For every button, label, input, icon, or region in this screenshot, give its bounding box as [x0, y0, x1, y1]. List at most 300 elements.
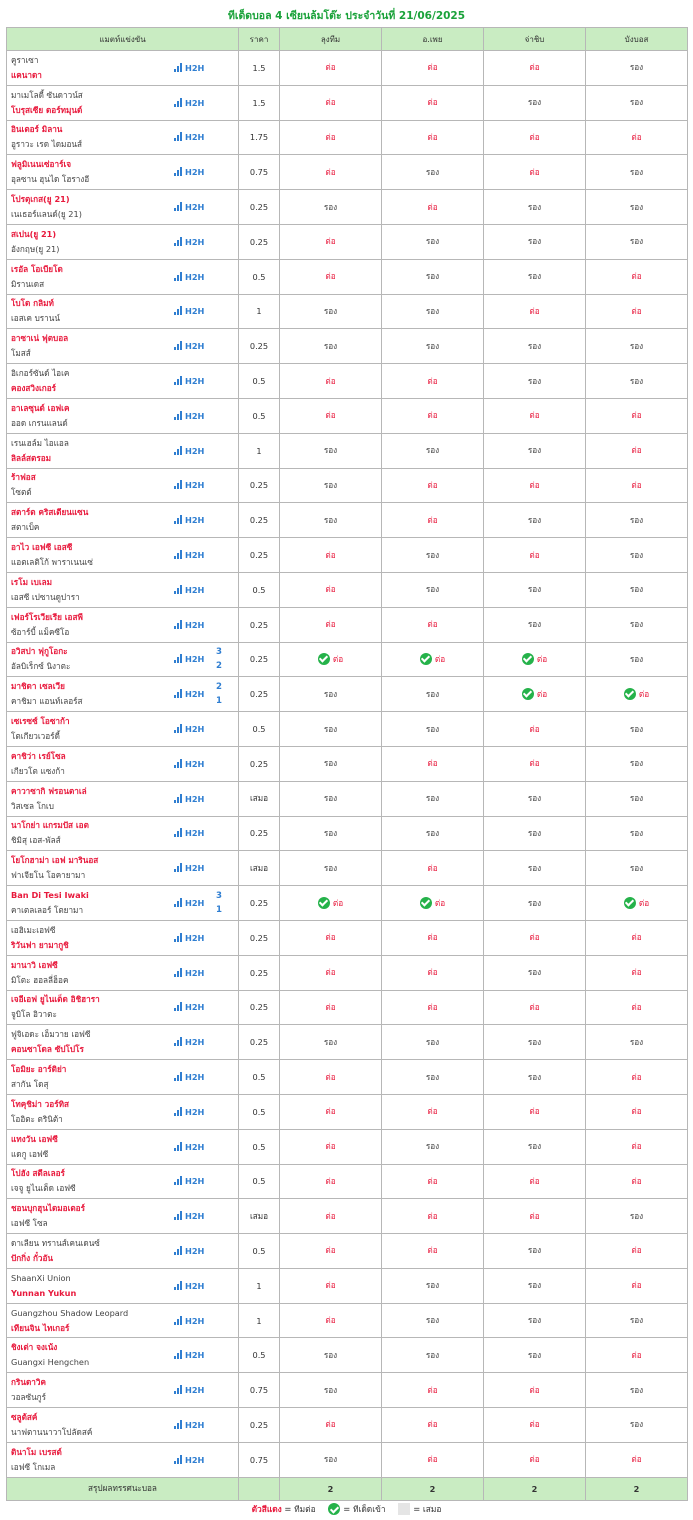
- bar-chart-icon: [174, 620, 183, 629]
- match-row: [7, 329, 688, 364]
- pick-text: รอง: [425, 236, 440, 247]
- pick-text: รอง: [323, 1384, 338, 1395]
- pick-text: รอง: [629, 375, 644, 386]
- check-icon: [624, 688, 636, 700]
- h2h-label: H2H: [185, 271, 205, 282]
- away-team: เอฟซี โซล: [11, 1218, 48, 1229]
- odds-cell: 0.25: [239, 955, 280, 990]
- pick-cell-tipster-4: [586, 433, 688, 468]
- pick-text: ต่อ: [631, 131, 642, 142]
- match-cell: [7, 1442, 239, 1477]
- odds-cell: เสมอ: [239, 1199, 280, 1234]
- pick-text: รอง: [527, 793, 542, 804]
- h2h-link[interactable]: [174, 828, 204, 838]
- legend-draw-swatch: [398, 1503, 410, 1515]
- check-icon: [318, 653, 330, 665]
- away-team: ชิมิสุ เอส-พัลส์: [11, 835, 61, 846]
- pick-text: ต่อ: [325, 549, 336, 560]
- pick-text: รอง: [425, 271, 440, 282]
- h2h-label: H2H: [185, 236, 205, 247]
- pick-cell-tipster-3: [484, 85, 586, 120]
- h2h-link[interactable]: [174, 411, 204, 421]
- h2h-link[interactable]: [174, 1176, 204, 1186]
- h2h-link[interactable]: [174, 654, 204, 664]
- pick-cell-tipster-4: [586, 1338, 688, 1373]
- home-team: เซเรซซ์ โอซาก้า: [11, 716, 70, 727]
- pick-cell-tipster-2: [382, 955, 484, 990]
- match-cell: [7, 364, 239, 399]
- header-tipster-4: บังบอส: [586, 28, 688, 51]
- h2h-link[interactable]: [174, 759, 204, 769]
- match-cell: [7, 886, 239, 921]
- h2h-link[interactable]: [174, 620, 204, 630]
- match-row: [7, 155, 688, 190]
- h2h-label: H2H: [185, 1106, 205, 1117]
- h2h-label: H2H: [185, 863, 205, 874]
- pick-cell-tipster-4: [586, 468, 688, 503]
- home-team: สตาร์ต คริสเตียนแซน: [11, 507, 89, 518]
- match-row: [7, 433, 688, 468]
- h2h-label: H2H: [185, 898, 205, 909]
- h2h-link[interactable]: [174, 898, 204, 908]
- pick-text: ต่อ: [427, 514, 438, 525]
- match-row: [7, 398, 688, 433]
- pick-text: ต่อ: [427, 131, 438, 142]
- pick-text: ต่อ: [529, 1419, 540, 1430]
- match-cell: [7, 120, 239, 155]
- pick-text: ต่อ: [325, 1001, 336, 1012]
- bar-chart-icon: [174, 63, 183, 72]
- h2h-link[interactable]: [174, 689, 204, 699]
- h2h-link[interactable]: [174, 1002, 204, 1012]
- home-team: คาชิว่า เรย์โซล: [11, 750, 66, 761]
- legend-check-icon: [328, 1503, 340, 1515]
- home-team: ดาเลียน ทรานส์เคนเดนซ์: [11, 1237, 100, 1248]
- pick-text: รอง: [527, 1349, 542, 1360]
- away-team: อังกฤษ(ยู 21): [11, 243, 60, 254]
- pick-text: ต่อ: [325, 1141, 336, 1152]
- home-team: เอฮิเมะเอฟซี: [11, 924, 56, 935]
- home-team: ร้าฟอส: [11, 472, 36, 483]
- pick-cell-tipster-1: [280, 920, 382, 955]
- h2h-label: H2H: [185, 341, 205, 352]
- pick-text: ต่อ: [529, 1106, 540, 1117]
- match-cell: [7, 155, 239, 190]
- pick-cell-tipster-4: [586, 920, 688, 955]
- odds-cell: 0.25: [239, 503, 280, 538]
- odds-cell: 0.25: [239, 746, 280, 781]
- match-cell: [7, 1060, 239, 1095]
- match-cell: [7, 1025, 239, 1060]
- check-icon: [522, 688, 534, 700]
- h2h-link[interactable]: [174, 446, 204, 456]
- pick-text: รอง: [323, 758, 338, 769]
- h2h-link[interactable]: [174, 306, 204, 316]
- pick-text: ต่อ: [638, 897, 650, 908]
- home-team: เจอีเอฟ ยูไนเต็ด อิชิฮารา: [11, 994, 100, 1005]
- odds-cell: 0.5: [239, 1094, 280, 1129]
- pick-text: ต่อ: [427, 619, 438, 630]
- match-row: [7, 1442, 688, 1477]
- pick-cell-tipster-1: [280, 1129, 382, 1164]
- legend-red-label: ตัวสีแดง: [251, 1504, 282, 1514]
- h2h-link[interactable]: [174, 515, 204, 525]
- odds-cell: 0.5: [239, 259, 280, 294]
- h2h-link[interactable]: [174, 550, 204, 560]
- pick-cell-tipster-1: [280, 990, 382, 1025]
- pick-text: ต่อ: [325, 97, 336, 108]
- pick-text: รอง: [425, 1315, 440, 1326]
- pick-text: ต่อ: [325, 1245, 336, 1256]
- h2h-label: H2H: [185, 445, 205, 456]
- h2h-link[interactable]: [174, 1420, 204, 1430]
- pick-text: ต่อ: [529, 549, 540, 560]
- pick-cell-tipster-2: [382, 1060, 484, 1095]
- h2h-link[interactable]: [174, 167, 204, 177]
- pick-text: รอง: [527, 514, 542, 525]
- pick-text: ต่อ: [631, 1454, 642, 1465]
- pick-cell-tipster-4: [586, 955, 688, 990]
- pick-cell-tipster-1: [280, 1303, 382, 1338]
- bar-chart-icon: [174, 1350, 183, 1359]
- pick-cell-tipster-3: [484, 1408, 586, 1443]
- bar-chart-icon: [174, 132, 183, 141]
- pick-cell-tipster-4: [586, 677, 688, 712]
- h2h-label: H2H: [185, 1037, 205, 1048]
- pick-cell-tipster-3: [484, 224, 586, 259]
- match-cell: [7, 1164, 239, 1199]
- h2h-label: H2H: [185, 1211, 205, 1222]
- h2h-link[interactable]: [174, 1385, 204, 1395]
- pick-cell-tipster-3: [484, 155, 586, 190]
- pick-text: รอง: [629, 1036, 644, 1047]
- odds-cell: 0.25: [239, 190, 280, 225]
- match-cell: [7, 1408, 239, 1443]
- pick-cell-tipster-2: [382, 816, 484, 851]
- away-team: แดกู เอฟซี: [11, 1148, 49, 1159]
- pick-cell-tipster-2: [382, 1338, 484, 1373]
- pick-text: ต่อ: [325, 1175, 336, 1186]
- away-team: Guangxi Hengchen: [11, 1357, 90, 1368]
- bar-chart-icon: [174, 480, 183, 489]
- pick-text: รอง: [527, 236, 542, 247]
- pick-text: รอง: [425, 549, 440, 560]
- h2h-link[interactable]: [174, 237, 204, 247]
- pick-text: รอง: [323, 1349, 338, 1360]
- h2h-link[interactable]: [174, 933, 204, 943]
- pick-text: รอง: [527, 1245, 542, 1256]
- pick-text: ต่อ: [427, 97, 438, 108]
- legend-red-desc: = ทีมต่อ: [284, 1504, 316, 1514]
- pick-cell-tipster-3: [484, 503, 586, 538]
- pick-text: ต่อ: [536, 688, 548, 699]
- match-row: [7, 120, 688, 155]
- pick-text: ต่อ: [631, 1175, 642, 1186]
- h2h-link[interactable]: [174, 202, 204, 212]
- pick-text: รอง: [323, 479, 338, 490]
- pick-text: รอง: [629, 862, 644, 873]
- away-team: อูราวะ เรด ไดมอนส์: [11, 139, 82, 150]
- h2h-link[interactable]: [174, 585, 204, 595]
- away-team: แอตเลติโก้ พาราเนนเซ่: [11, 557, 93, 568]
- h2h-link[interactable]: [174, 98, 204, 108]
- match-cell: [7, 1338, 239, 1373]
- h2h-label: H2H: [185, 1419, 205, 1430]
- pick-cell-tipster-1: [280, 1234, 382, 1269]
- pick-text: ต่อ: [325, 375, 336, 386]
- away-team: เกียวโต แซงก้า: [11, 765, 65, 776]
- match-row: [7, 468, 688, 503]
- check-icon: [420, 653, 432, 665]
- h2h-label: H2H: [185, 1280, 205, 1291]
- pick-cell-tipster-1: [280, 642, 382, 677]
- bar-chart-icon: [174, 515, 183, 524]
- final-score: [216, 680, 222, 708]
- pick-text: ต่อ: [427, 1175, 438, 1186]
- match-cell: [7, 538, 239, 573]
- away-team: ปักกิ่ง กั๋วอัน: [11, 1252, 54, 1263]
- match-cell: [7, 85, 239, 120]
- pick-text: ต่อ: [529, 932, 540, 943]
- odds-cell: เสมอ: [239, 851, 280, 886]
- pick-cell-tipster-4: [586, 259, 688, 294]
- away-team: มิโตะ ฮอลลี่ฮ็อค: [11, 974, 69, 985]
- h2h-label: H2H: [185, 932, 205, 943]
- header-tipster-1: ลุงทีม: [280, 28, 382, 51]
- h2h-label: H2H: [185, 306, 205, 317]
- h2h-label: H2H: [185, 132, 205, 143]
- pick-cell-tipster-2: [382, 329, 484, 364]
- h2h-link[interactable]: [174, 1316, 204, 1326]
- pick-text: ต่อ: [325, 1315, 336, 1326]
- match-row: [7, 851, 688, 886]
- odds-cell: 0.25: [239, 329, 280, 364]
- home-team: มานาวิ เอฟซี: [11, 959, 58, 970]
- pick-text: ต่อ: [529, 410, 540, 421]
- pick-cell-tipster-3: [484, 468, 586, 503]
- pick-cell-tipster-3: [484, 329, 586, 364]
- header-row: [7, 28, 688, 51]
- home-team: อิเกอร์ซันด์ ไอเค: [11, 368, 70, 379]
- h2h-label: H2H: [185, 584, 205, 595]
- pick-cell-tipster-2: [382, 781, 484, 816]
- pick-cell-tipster-1: [280, 433, 382, 468]
- away-team: ลิลล์สตรอม: [11, 452, 52, 463]
- pick-cell-tipster-2: [382, 1164, 484, 1199]
- home-team: คาวาซากิ ฟรอนตาเล่: [11, 785, 87, 796]
- pick-text: ต่อ: [631, 271, 642, 282]
- home-team: โยโกฮาม่า เอฟ มารินอส: [11, 855, 99, 866]
- pick-cell-tipster-3: [484, 259, 586, 294]
- match-row: [7, 816, 688, 851]
- h2h-link[interactable]: [174, 1455, 204, 1465]
- pick-cell-tipster-4: [586, 572, 688, 607]
- match-row: [7, 1199, 688, 1234]
- pick-cell-tipster-1: [280, 851, 382, 886]
- h2h-link[interactable]: [174, 1211, 204, 1221]
- h2h-link[interactable]: [174, 1350, 204, 1360]
- pick-cell-tipster-1: [280, 746, 382, 781]
- h2h-link[interactable]: [174, 132, 204, 142]
- pick-text: ต่อ: [325, 131, 336, 142]
- away-score: 1: [216, 905, 222, 916]
- pick-text: รอง: [425, 688, 440, 699]
- h2h-label: H2H: [185, 376, 205, 387]
- h2h-link[interactable]: [174, 1072, 204, 1082]
- h2h-link[interactable]: [174, 1281, 204, 1291]
- match-row: [7, 677, 688, 712]
- summary-tipster-3: 2: [484, 1477, 586, 1500]
- h2h-link[interactable]: [174, 724, 204, 734]
- h2h-link[interactable]: [174, 63, 204, 73]
- pick-cell-tipster-3: [484, 1442, 586, 1477]
- odds-cell: 0.75: [239, 1442, 280, 1477]
- h2h-link[interactable]: [174, 863, 204, 873]
- h2h-link[interactable]: [174, 794, 204, 804]
- bar-chart-icon: [174, 411, 183, 420]
- h2h-link[interactable]: [174, 1107, 204, 1117]
- predictions-table: [6, 27, 688, 1501]
- h2h-link[interactable]: [174, 968, 204, 978]
- away-team: โมสส์: [11, 348, 31, 359]
- match-row: [7, 1268, 688, 1303]
- h2h-link[interactable]: [174, 341, 204, 351]
- pick-text: รอง: [425, 827, 440, 838]
- odds-cell: 0.5: [239, 572, 280, 607]
- home-team: โบโด กลิมท์: [11, 298, 54, 309]
- header-tipster-3: จ่าชิบ: [484, 28, 586, 51]
- h2h-link[interactable]: [174, 1142, 204, 1152]
- pick-cell-tipster-4: [586, 781, 688, 816]
- pick-text: ต่อ: [427, 862, 438, 873]
- summary-tipster-2: 2: [382, 1477, 484, 1500]
- match-cell: [7, 1094, 239, 1129]
- away-team: คอนซาโดล ซัปโปโร: [11, 1044, 84, 1055]
- pick-text: รอง: [323, 862, 338, 873]
- pick-text: ต่อ: [325, 271, 336, 282]
- pick-cell-tipster-2: [382, 1373, 484, 1408]
- bar-chart-icon: [174, 376, 183, 385]
- pick-text: รอง: [425, 1036, 440, 1047]
- pick-cell-tipster-2: [382, 503, 484, 538]
- bar-chart-icon: [174, 794, 183, 803]
- bar-chart-icon: [174, 446, 183, 455]
- home-team: Ban Di Tesi Iwaki: [11, 890, 89, 901]
- match-row: [7, 746, 688, 781]
- h2h-label: H2H: [185, 793, 205, 804]
- pick-cell-tipster-3: [484, 607, 586, 642]
- match-cell: [7, 677, 239, 712]
- pick-text: ต่อ: [325, 1106, 336, 1117]
- pick-text: ต่อ: [332, 653, 344, 664]
- match-cell: [7, 781, 239, 816]
- pick-text: ต่อ: [325, 1419, 336, 1430]
- bar-chart-icon: [174, 550, 183, 559]
- h2h-link[interactable]: [174, 1246, 204, 1256]
- pick-text: ต่อ: [529, 723, 540, 734]
- header-match: แมตท์แข่งขัน: [7, 28, 239, 51]
- pick-text: ต่อ: [325, 1280, 336, 1291]
- pick-text: รอง: [425, 340, 440, 351]
- pick-text: ต่อ: [427, 967, 438, 978]
- pick-cell-tipster-4: [586, 1408, 688, 1443]
- pick-text: รอง: [323, 793, 338, 804]
- pick-text: ต่อ: [529, 479, 540, 490]
- pick-text: รอง: [629, 793, 644, 804]
- away-team: Yunnan Yukun: [11, 1287, 77, 1298]
- pick-text: รอง: [425, 1280, 440, 1291]
- pick-text: ต่อ: [325, 584, 336, 595]
- pick-text: ต่อ: [427, 1384, 438, 1395]
- pick-cell-tipster-3: [484, 990, 586, 1025]
- home-team: อาซาเน่ ฟุตบอล: [11, 333, 69, 344]
- pick-text: ต่อ: [427, 62, 438, 73]
- match-row: [7, 572, 688, 607]
- pick-cell-tipster-3: [484, 851, 586, 886]
- match-row: [7, 1129, 688, 1164]
- h2h-link[interactable]: [174, 1037, 204, 1047]
- pick-cell-tipster-2: [382, 1234, 484, 1269]
- pick-cell-tipster-2: [382, 1303, 484, 1338]
- pick-cell-tipster-2: [382, 1408, 484, 1443]
- match-row: [7, 1060, 688, 1095]
- pick-text: รอง: [323, 340, 338, 351]
- pick-cell-tipster-4: [586, 1268, 688, 1303]
- bar-chart-icon: [174, 724, 183, 733]
- home-team: อินเตอร์ มิลาน: [11, 124, 63, 135]
- h2h-link[interactable]: [174, 376, 204, 386]
- match-row: [7, 990, 688, 1025]
- pick-text: รอง: [323, 445, 338, 456]
- pick-text: ต่อ: [529, 1384, 540, 1395]
- h2h-label: H2H: [185, 202, 205, 213]
- pick-cell-tipster-1: [280, 538, 382, 573]
- pick-cell-tipster-2: [382, 920, 484, 955]
- away-team: โออิตะ ตรินิต้า: [11, 1113, 63, 1124]
- odds-cell: 0.25: [239, 1025, 280, 1060]
- match-row: [7, 85, 688, 120]
- pick-cell-tipster-3: [484, 538, 586, 573]
- match-row: [7, 503, 688, 538]
- bar-chart-icon: [174, 933, 183, 942]
- pick-cell-tipster-4: [586, 1025, 688, 1060]
- h2h-link[interactable]: [174, 272, 204, 282]
- pick-text: รอง: [323, 688, 338, 699]
- odds-cell: 0.25: [239, 538, 280, 573]
- pick-text: รอง: [629, 653, 644, 664]
- pick-text: รอง: [527, 897, 542, 908]
- pick-cell-tipster-2: [382, 746, 484, 781]
- pick-cell-tipster-4: [586, 329, 688, 364]
- pick-cell-tipster-1: [280, 607, 382, 642]
- odds-cell: 1.75: [239, 120, 280, 155]
- match-row: [7, 1094, 688, 1129]
- pick-text: รอง: [629, 1384, 644, 1395]
- odds-cell: 1: [239, 1268, 280, 1303]
- away-team: โซตต์: [11, 487, 32, 498]
- away-team: อุลซาน ฮุนได โฮรางอี: [11, 174, 90, 185]
- legend: [0, 1502, 693, 1516]
- pick-text: ต่อ: [529, 1175, 540, 1186]
- page-title: ทีเด็ดบอล 4 เซียนล้มโต๊ะ ประจำวันที่ 21/06/2025: [227, 10, 466, 22]
- pick-text: ต่อ: [325, 1210, 336, 1221]
- pick-text: ต่อ: [332, 897, 344, 908]
- home-team: ชิงเต่า จงเน้ง: [11, 1342, 58, 1353]
- h2h-link[interactable]: [174, 480, 204, 490]
- pick-cell-tipster-1: [280, 1268, 382, 1303]
- pick-cell-tipster-4: [586, 1373, 688, 1408]
- pick-cell-tipster-4: [586, 1442, 688, 1477]
